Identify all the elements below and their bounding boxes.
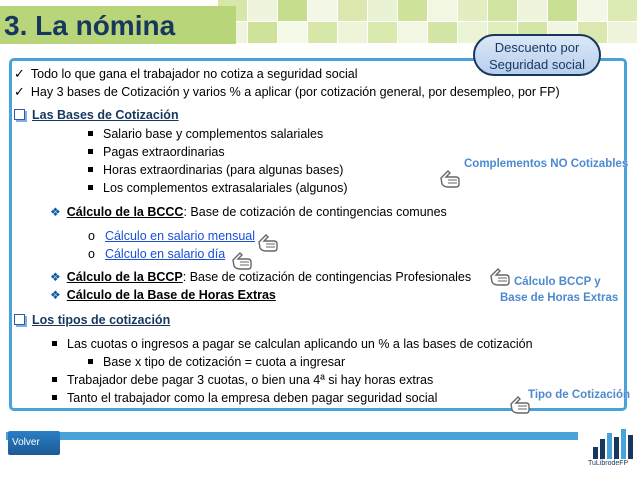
link-complementos[interactable]: Complementos NO Cotizables	[464, 158, 629, 170]
bccc-text: : Base de cotización de contingencias comunes	[183, 205, 447, 219]
callout-descuento[interactable]	[473, 34, 601, 76]
bullet-line-1	[14, 66, 358, 82]
hhee-link[interactable]: Cálculo de la Base de Horas Extras	[66, 288, 276, 302]
diamond-bullet-icon: ❖	[50, 288, 61, 302]
callout-line-2: Seguridad social	[488, 57, 586, 72]
pointing-hand-icon[interactable]	[256, 228, 282, 254]
link-salario-dia[interactable]: Cálculo en salario día	[104, 247, 226, 261]
pointing-hand-icon[interactable]	[230, 246, 256, 272]
square-bullet-icon	[52, 377, 57, 382]
diamond-bullet-icon: ❖	[50, 270, 61, 284]
bases-item-text: Horas extraordinarias (para algunas bases)	[103, 163, 344, 177]
link-tipo-cotizacion[interactable]: Tipo de Cotización	[528, 389, 631, 401]
bccc-line	[50, 205, 447, 219]
tipos-item	[52, 373, 433, 387]
bullet-text: Todo lo que gana el trabajador no cotiza a seguridad social	[30, 67, 358, 81]
bccc-link[interactable]: Cálculo de la BCCC	[66, 205, 184, 219]
hhee-line	[50, 288, 276, 302]
bases-item	[88, 163, 343, 177]
bullet-line-2	[14, 84, 560, 100]
bccp-text: : Base de cotización de contingencias Profesionales	[182, 270, 472, 284]
bases-heading	[14, 108, 179, 122]
tipos-heading	[14, 313, 170, 327]
pointing-hand-icon[interactable]	[488, 262, 514, 288]
bases-heading-text: Las Bases de Cotización	[32, 108, 179, 122]
tipos-item-text: Base x tipo de cotización = cuota a ingresar	[103, 355, 346, 369]
bases-item	[88, 127, 323, 141]
circle-bullet-icon: o	[88, 229, 95, 243]
bullet-text: Hay 3 bases de Cotización y varios % a aplicar (por cotización general, por desempleo, por FP)	[30, 85, 560, 99]
square-bullet-icon	[88, 149, 93, 154]
square-bullet-icon	[88, 185, 93, 190]
pointing-hand-icon[interactable]	[438, 164, 464, 190]
square-bullet-icon	[88, 167, 93, 172]
bases-item	[88, 145, 225, 159]
bases-item-text: Salario base y complementos salariales	[103, 127, 324, 141]
footer-bar	[6, 432, 578, 440]
tipos-item-text: Tanto el trabajador como la empresa deben pagar seguridad social	[67, 391, 438, 405]
tipos-subitem	[88, 355, 345, 369]
bccp-line	[50, 270, 471, 284]
sub-link-line	[88, 229, 255, 243]
link-bccp-line-1[interactable]: Cálculo BCCP y	[514, 276, 601, 288]
link-salario-mensual[interactable]: Cálculo en salario mensual	[104, 229, 256, 243]
circle-bullet-icon: o	[88, 247, 95, 261]
page-title: 3. La nómina	[4, 10, 176, 41]
tipos-item	[52, 391, 437, 405]
logo-text: TuLibrodeFP	[588, 460, 629, 467]
link-bccp-line-2[interactable]: Base de Horas Extras	[500, 292, 619, 304]
square-bullet-icon	[88, 131, 93, 136]
volver-button[interactable]: Volver	[8, 431, 60, 455]
sub-link-line	[88, 247, 225, 261]
bases-item-text: Los complementos extrasalariales (algunos)	[103, 181, 348, 195]
checkbox-bullet-icon	[14, 314, 25, 325]
callout-line-1: Descuento por	[494, 40, 580, 55]
tipos-item-text: Las cuotas o ingresos a pagar se calculan aplicando un % a las bases de cotización	[67, 337, 533, 351]
tipos-item	[52, 337, 533, 351]
bases-item	[88, 181, 348, 195]
bases-item-text: Pagas extraordinarias	[103, 145, 225, 159]
checkbox-bullet-icon	[14, 109, 25, 120]
check-icon: ✓	[14, 84, 25, 99]
square-bullet-icon	[52, 395, 57, 400]
title-bar	[0, 6, 236, 44]
diamond-bullet-icon: ❖	[50, 205, 61, 219]
square-bullet-icon	[52, 341, 57, 346]
square-bullet-icon	[88, 359, 93, 364]
tipos-item-text: Trabajador debe pagar 3 cuotas, o bien una 4ª si hay horas extras	[67, 373, 434, 387]
tipos-heading-text: Los tipos de cotización	[32, 313, 171, 327]
check-icon: ✓	[14, 66, 25, 81]
bccp-link[interactable]: Cálculo de la BCCP	[66, 270, 183, 284]
